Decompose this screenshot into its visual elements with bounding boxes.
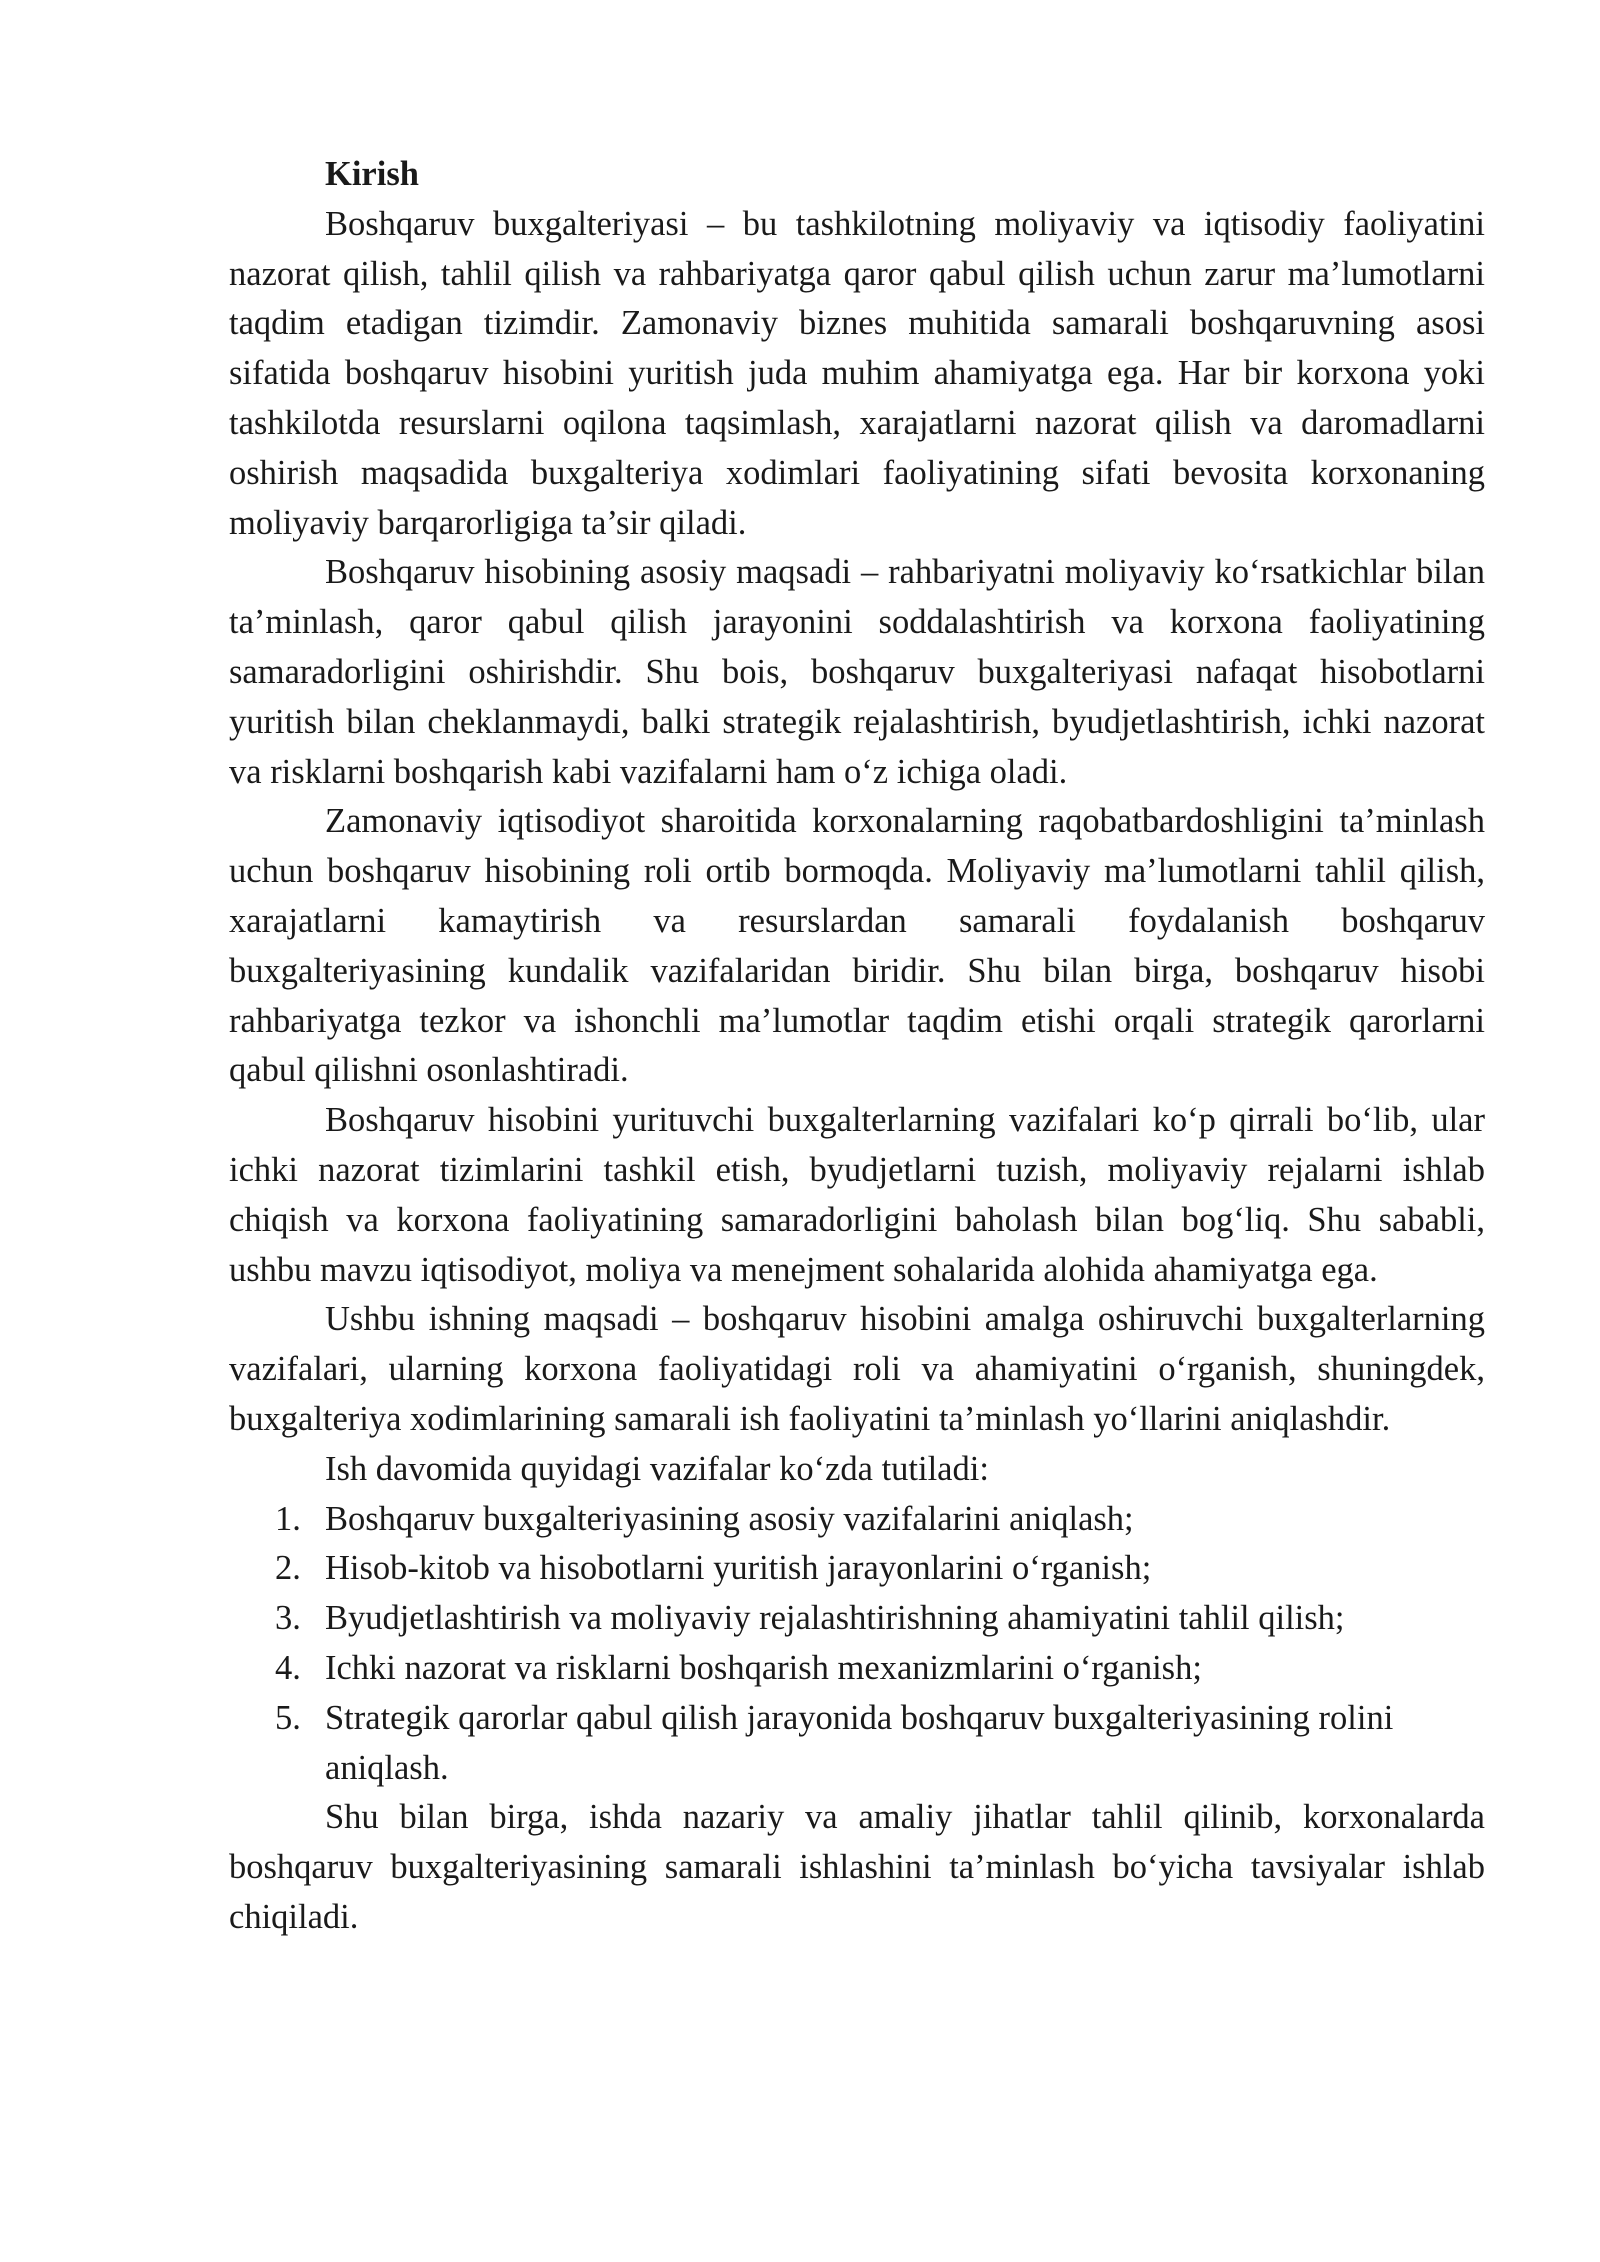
list-item [229, 1694, 1485, 1794]
work-aim-paragraph: Ushbu ishning maqsadi – boshqaruv hisobini amalga oshiruvchi buxgalterlarning vazifalari, ularning korxona faoliyatidagi roli va ahamiyatini o‘rganish, shuningdek, buxgalteriya xodimlarining samarali ish faoliyatini ta’minlash yo‘llarini aniqlashdir. [229, 1300, 1485, 1438]
list-item-text: Byudjetlashtirish va moliyaviy rejalashtirishning ahamiyatini tahlil qilish; [325, 1599, 1345, 1638]
list-item-text: Boshqaruv buxgalteriyasining asosiy vazifalarini aniqlash; [325, 1499, 1134, 1538]
competitiveness-paragraph: Zamonaviy iqtisodiyot sharoitida korxonalarning raqobatbardoshligini ta’minlash uchun boshqaruv hisobining roli ortib bormoqda. Moliyaviy ma’lumotlarni tahlil qilish, xarajatlarni kamaytirish va resurslardan samarali foydalanish boshqaruv buxgalteriyasining kundalik vazifalaridan biridir. Shu bilan birga, boshqaruv hisobi rahbariyatga tezkor va ishonchli ma’lumotlar taqdim etishi orqali strategik qarorlarni qabul qilishni osonlashtiradi. [229, 802, 1485, 1090]
intro-paragraph: Boshqaruv buxgalteriyasi – bu tashkilotning moliyaviy va iqtisodiy faoliyatini nazorat qilish, tahlil qilish va rahbariyatga qaror qabul qilish uchun zarur ma’lumotlarni taqdim etadigan tizimdir. Zamonaviy biznes muhitida samarali boshqaruvning asosi sifatida boshqaruv hisobini yuritish juda muhim ahamiyatga ega. Har bir korxona yoki tashkilotda resurslarni oqilona taqsimlash, xarajatlarni nazorat qilish va daromadlarni oshirish maqsadida buxgalteriya xodimlari faoliyatining sifati bevosita korxonaning moliyaviy barqarorligiga ta’sir qiladi. [229, 204, 1485, 542]
list-item-text: Strategik qarorlar qabul qilish jarayonida boshqaruv buxgalteriyasining rolini aniqlash. [325, 1698, 1394, 1787]
list-item [229, 1544, 1485, 1594]
list-item-number: 2. [275, 1549, 301, 1588]
list-item [229, 1594, 1485, 1644]
list-item [229, 1644, 1485, 1694]
list-item-text: Hisob-kitob va hisobotlarni yuritish jarayonlarini o‘rganish; [325, 1549, 1152, 1588]
section-heading: Kirish [325, 155, 419, 193]
list-item-text: Ichki nazorat va risklarni boshqarish mexanizmlarini o‘rganish; [325, 1648, 1202, 1687]
list-item-number: 5. [275, 1698, 301, 1737]
goal-paragraph: Boshqaruv hisobining asosiy maqsadi – rahbariyatni moliyaviy ko‘rsatkichlar bilan ta’minlash, qaror qabul qilish jarayonini soddalashtirish va korxona faoliyatining samaradorligini oshirishdir. Shu bois, boshqaruv buxgalteriyasi nafaqat hisobotlarni yuritish bilan cheklanmaydi, balki strategik rejalashtirish, byudjetlashtirish, ichki nazorat va risklarni boshqarish kabi vazifalarni ham o‘z ichiga oladi. [229, 553, 1485, 791]
document-body [229, 150, 1485, 1943]
tasks-intro-paragraph: Ish davomida quyidagi vazifalar ko‘zda tutiladi: [325, 1449, 989, 1488]
list-item-number: 4. [275, 1648, 301, 1687]
closing-paragraph: Shu bilan birga, ishda nazariy va amaliy jihatlar tahlil qilinib, korxonalarda boshqaruv buxgalteriyasining samarali ishlashini ta’minlash bo‘yicha tavsiyalar ishlab chiqiladi. [229, 1798, 1485, 1936]
task-list [229, 1495, 1485, 1794]
accountant-duties-paragraph: Boshqaruv hisobini yurituvchi buxgalterlarning vazifalari ko‘p qirrali bo‘lib, ular ichki nazorat tizimlarini tashkil etish, byudjetlarni tuzish, moliyaviy rejalarni ishlab chiqish va korxona faoliyatining samaradorligini baholash bilan bog‘liq. Shu sababli, ushbu mavzu iqtisodiyot, moliya va menejment sohalarida alohida ahamiyatga ega. [229, 1101, 1485, 1289]
list-item [229, 1495, 1485, 1545]
list-item-number: 3. [275, 1599, 301, 1638]
list-item-number: 1. [275, 1499, 301, 1538]
